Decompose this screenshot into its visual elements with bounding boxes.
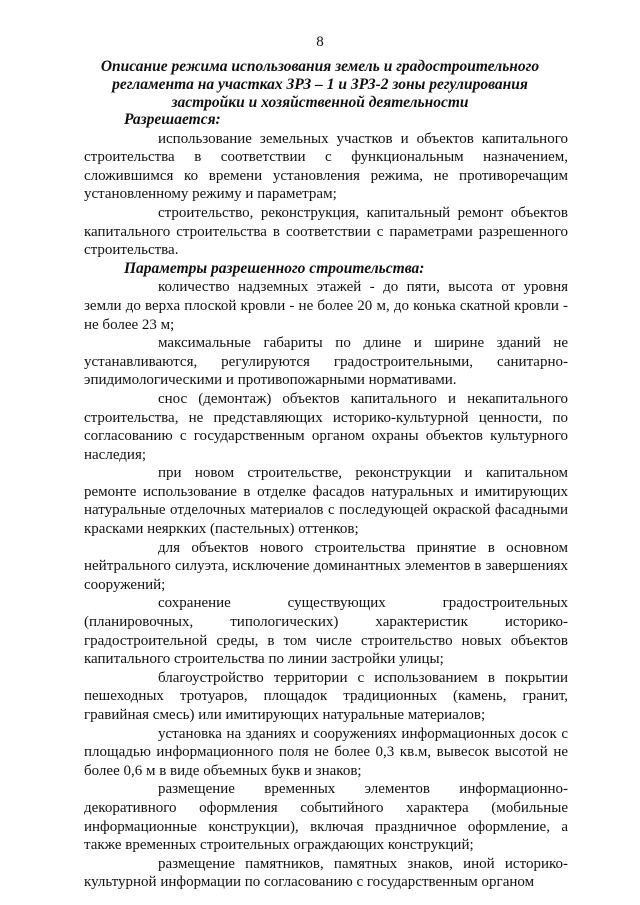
paragraph: при новом строительстве, реконструкции и капитальном ремонте использование в отделке фасадов натуральных и имитирующих натуральные отделочных материалов с последующей окраской фасадными красками неяркких (пастельных) оттенков; <box>84 465 568 538</box>
paragraph: сохранение существующих градостроительных (планировочных, типологических) характеристик историко-градостроительной среды, в том числе строительство новых объектов капитального строительства по линии застройки улицы; <box>84 595 568 668</box>
page-number: 8 <box>316 34 324 50</box>
paragraph: благоустройство территории с использованием в покрытии пешеходных тротуаров, площадок традиционных (камень, гранит, гравийная смесь) или имитирующих натуральные материалов; <box>84 669 568 723</box>
section-heading-parameters: Параметры разрешенного строительства: <box>124 259 425 277</box>
paragraph: строительство, реконструкция, капитальный ремонт объектов капитального строительства в соответствии с параметрами разрешенного строительства. <box>84 204 568 259</box>
section-heading-allowed: Разрешается: <box>124 111 221 128</box>
paragraph: размещение памятников, памятных знаков, иной историко-культурной информации по согласованию с государственным органом <box>84 855 568 891</box>
paragraph: размещение временных элементов информационно-декоративного оформления событийного характера (мобильные информационные конструкции), включая праздничное оформление, а также временных строительных ограждающих конструкций; <box>84 781 568 854</box>
paragraph: максимальные габариты по длине и ширине зданий не устанавливаются, регулируются градостроительными, санитарно-эпидимологическими и противопожарными нормативами. <box>84 335 568 389</box>
paragraph: снос (демонтаж) объектов капитального и некапитального строительства, не представляющих историко-культурной ценности, по согласованию с государственным органом охраны объектов культурного наследия; <box>84 390 568 463</box>
paragraph: установка на зданиях и сооружениях информационных досок с площадью информационного поля не более 0,3 кв.м, вывесок высотой не более 0,6 м в виде объемных букв и знаков; <box>84 725 568 779</box>
document-title: Описание режима использования земель и градостроительного регламента на участках ЗРЗ – 1 и ЗРЗ-2 зоны регулирования застройки и хозяйственной деятельности <box>100 58 540 111</box>
paragraph: для объектов нового строительства принятие в основном нейтрального силуэта, исключение доминантных элементов в завершениях сооружений; <box>84 539 568 593</box>
document-body <box>84 111 568 892</box>
paragraph: использование земельных участков и объектов капитального строительства в соответствии с функциональным назначением, сложившимся ко времени установления режима, не противоречащим установленному режиму и параметрам; <box>84 130 568 203</box>
paragraph: количество надземных этажей - до пяти, высота от уровня земли до верха плоской кровли - не более 20 м, до конька скатной кровли - не более 23 м; <box>84 279 568 333</box>
